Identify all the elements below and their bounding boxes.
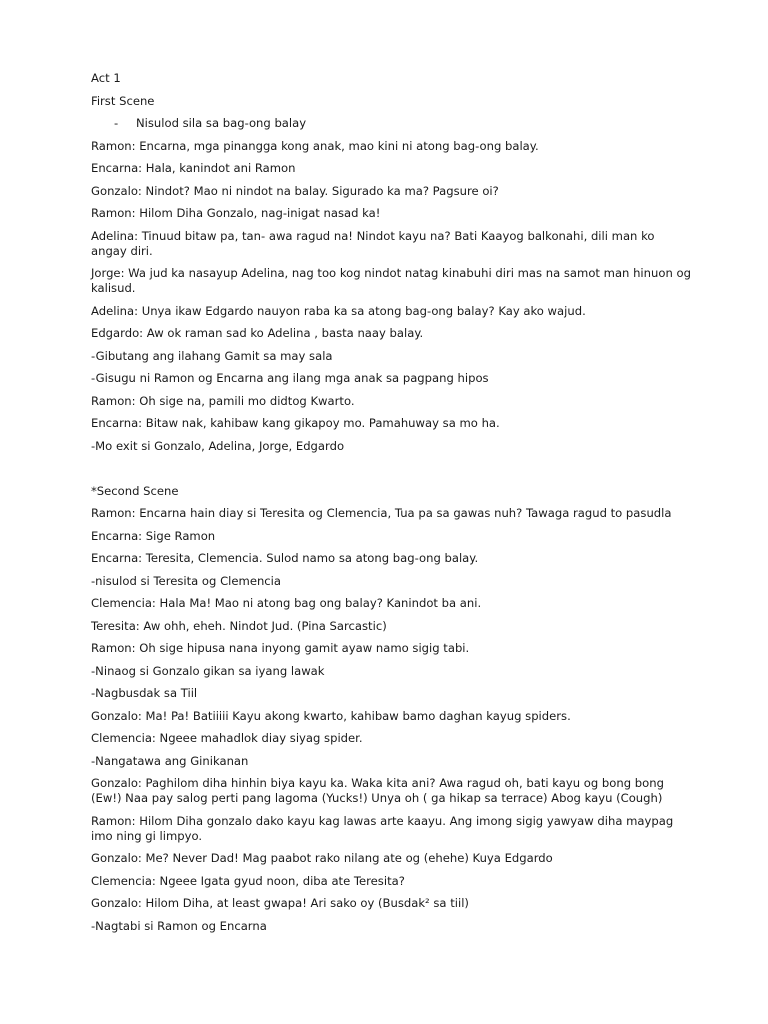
script-line: Adelina: Unya ikaw Edgardo nauyon raba ka sa atong bag-ong balay? Kay ako wajud.: [91, 303, 586, 318]
script-line: Gonzalo: Hilom Diha, at least gwapa! Ari sako oy (Busdak² sa tiil): [91, 896, 469, 910]
script-line: -Gibutang ang ilahang Gamit sa may sala: [91, 348, 333, 363]
script-line: -Nagbusdak sa Tiil: [91, 686, 198, 700]
script-line: Ramon: Hilom Diha gonzalo dako kayu kag lawas arte kaayu. Ang imong sigig yawyaw diha maypag imo ning gi limpyo.: [91, 813, 674, 843]
bullet-dash: -: [114, 116, 119, 130]
script-line: Adelina: Tinuud bitaw pa, tan- awa ragud na! Nindot kayu na? Bati Kaayog balkonahi, dili man ko angay diri.: [91, 228, 655, 258]
script-line: Clemencia: Hala Ma! Mao ni atong bag ong balay? Kanindot ba ani.: [91, 596, 482, 610]
script-line: -Mo exit si Gonzalo, Adelina, Jorge, Edgardo: [91, 438, 345, 453]
script-line: Gonzalo: Ma! Pa! Batiiiii Kayu akong kwarto, kahibaw bamo daghan kayug spiders.: [91, 708, 571, 723]
scene-title: First Scene: [91, 93, 155, 108]
blank-line: [91, 461, 691, 476]
script-line: Ramon: Oh sige hipusa nana inyong gamit ayaw namo sigig tabi.: [91, 641, 470, 655]
scene-2-lines: [91, 506, 691, 934]
script-line: Ramon: Encarna hain diay si Teresita og Clemencia, Tua pa sa gawas nuh? Tawaga ragud to pasudla: [91, 506, 672, 520]
script-line: Gonzalo: Me? Never Dad! Mag paabot rako nilang ate og (ehehe) Kuya Edgardo: [91, 851, 553, 865]
script-line: Encarna: Hala, kanindot ani Ramon: [91, 161, 296, 175]
script-line: Clemencia: Ngeee Igata gyud noon, diba ate Teresita?: [91, 873, 405, 888]
script-line: -Ninaog si Gonzalo gikan sa iyang lawak: [91, 663, 325, 678]
script-line: -Gisugu ni Ramon og Encarna ang ilang mga anak sa pagpang hipos: [91, 371, 489, 385]
bullet-text: Nisulod sila sa bag-ong balay: [136, 116, 307, 130]
script-line: Encarna: Teresita, Clemencia. Sulod namo sa atong bag-ong balay.: [91, 551, 479, 565]
script-line: Gonzalo: Paghilom diha hinhin biya kayu ka. Waka kita ani? Awa ragud oh, bati kayu og bong bong (Ew!) Naa pay salog perti pang lagoma (Yucks!) Unya oh ( ga hikap sa terrace) Abog kayu (Cough): [91, 776, 664, 805]
script-line: Encarna: Sige Ramon: [91, 528, 216, 543]
script-line: Ramon: Oh sige na, pamili mo didtog Kwarto.: [91, 393, 355, 408]
scene-title-2: *Second Scene: [91, 483, 179, 498]
script-line: Gonzalo: Nindot? Mao ni nindot na balay. Sigurado ka ma? Pagsure oi?: [91, 183, 499, 198]
script-line: Jorge: Wa jud ka nasayup Adelina, nag too kog nindot natag kinabuhi diri mas na samot man hinuon og kalisud.: [91, 266, 691, 295]
document-page: [91, 71, 691, 941]
script-line: Teresita: Aw ohh, eheh. Nindot Jud. (Pina Sarcastic): [91, 618, 387, 633]
script-line: Clemencia: Ngeee mahadlok diay siyag spider.: [91, 731, 363, 745]
script-line: Edgardo: Aw ok raman sad ko Adelina , basta naay balay.: [91, 326, 424, 340]
script-line: -Nagtabi si Ramon og Encarna: [91, 918, 267, 933]
script-line: -Nangatawa ang Ginikanan: [91, 753, 249, 768]
script-line: Ramon: Hilom Diha Gonzalo, nag-inigat nasad ka!: [91, 206, 381, 220]
script-line: -nisulod si Teresita og Clemencia: [91, 573, 281, 588]
scene-1-lines: [91, 139, 691, 454]
stage-direction-bullet: [91, 116, 691, 131]
script-line: Encarna: Bitaw nak, kahibaw kang gikapoy mo. Pamahuway sa mo ha.: [91, 416, 500, 430]
script-line: Ramon: Encarna, mga pinangga kong anak, mao kini ni atong bag-ong balay.: [91, 138, 539, 153]
act-title: Act 1: [91, 71, 121, 85]
